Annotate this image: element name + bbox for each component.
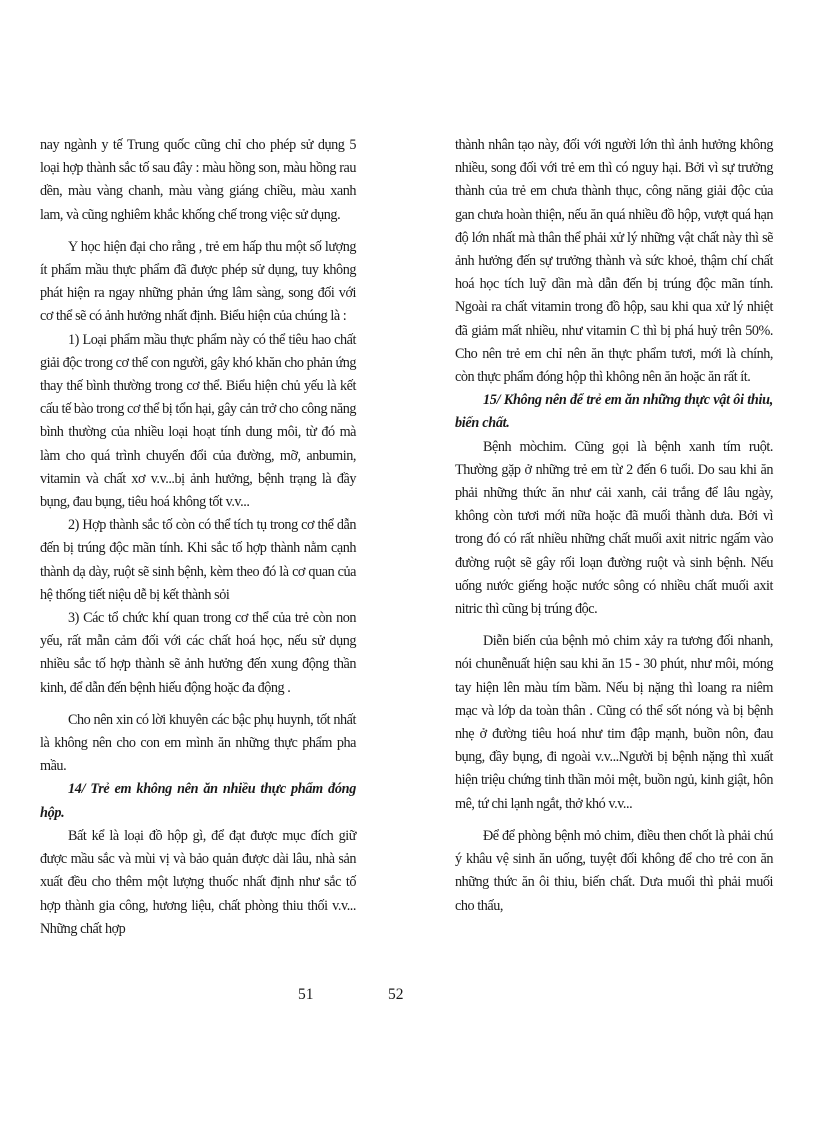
page-number-left: 51 — [298, 986, 314, 1003]
right-page-column — [455, 134, 773, 918]
left-paragraph-2: Y học hiện đại cho rằng , trẻ em hấp thu một số lượng ít phẩm mầu thực phẩm đã được phép sử dụng, tuy không phát hiện ra ngay những phản ứng lâm sàng, song đối với cơ thể sẽ có ảnh hưởng nhất định. Biểu hiện của chúng là : — [40, 238, 356, 325]
right-paragraph-2: Bệnh mòchim. Cũng gọi là bệnh xanh tím ruột. Thường gặp ở những trẻ em từ 2 đến 6 tuổi. Do sau khi ăn phải những thức ăn như cải xanh, cải trắng để lâu ngày, không còn tươi mới nữa hoặc đã muối thành dưa. Bởi vì trong đó có rất nhiều những chất muối axit nitric ngấm vào đường ruột sẽ gây rối loạn đường ruột và sinh bệnh. Nếu uống nước giếng hoặc nước sông có nhiều chất muối axit nitric thì cũng bị trúng độc. — [455, 438, 773, 618]
right-paragraph-1: thành nhân tạo này, đối với người lớn thì ảnh hưởng không nhiều, song đối với trẻ em thì có nguy hại. Bởi vì sự trưởng thành của trẻ em chưa thành thục, công năng giải độc của gan chưa hoàn thiện, nếu ăn quá nhiều đồ hộp, vượt quá hạn độ lớn nhất mà thân thể phải xử lý những vật chất này thì sẽ ảnh hưởng đến sự trưởng thành và sức khoẻ, thậm chí chất hoá học tích luỹ dần mà dẫn đến bị trúng độc mãn tính. Ngoài ra chất vitamin trong đồ hộp, sau khi qua xử lý nhiệt đã giảm mất nhiều, như vitamin C thì bị phá huỷ trên 50%. Cho nên trẻ em chỉ nên ăn thực phẩm tươi, mới là chính, còn thực phẩm đóng hộp thì không nên ăn hoặc ăn rất ít. — [455, 137, 773, 386]
right-paragraph-4: Để để phòng bệnh mỏ chim, điều then chốt là phải chú ý khâu vệ sinh ăn uống, tuyệt đối không để cho trẻ con ăn những thức ăn ôi thiu, biến chất. Dưa muối thì phải muối cho thấu, — [455, 827, 773, 914]
page-number-right: 52 — [388, 986, 404, 1003]
left-paragraph-4: 2) Hợp thành sắc tố còn có thể tích tụ trong cơ thể dẫn đến bị trúng độc mãn tính. Khi sắc tố hợp thành nằm cạnh thành dạ dày, ruột sẽ sinh bệnh, kèm theo đó là cơ quan của hệ thống tiết niệu dễ bị kết thành sỏi — [40, 517, 356, 603]
left-paragraph-5: 3) Các tổ chức khí quan trong cơ thể của trẻ còn non yếu, rất mẫn cảm đối với các chất hoá học, nếu sử dụng nhiều sắc tố hợp thành sẽ ảnh hưởng đến xung động thần kinh, để dẫn đến bệnh hiếu động hoặc đa động . — [40, 610, 356, 696]
left-page-column — [40, 134, 356, 941]
section-heading-14: 14/ Trẻ em không nên ăn nhiều thực phẩm đóng hộp. — [40, 781, 356, 821]
left-paragraph-1: nay ngành y tế Trung quốc cũng chỉ cho phép sử dụng 5 loại hợp thành sắc tố sau đây : màu hồng son, màu hồng rau dền, màu vàng chanh, màu vàng giáng chiều, màu xanh lam, và cũng nghiêm khắc khống chế trong việc sử dụng. — [40, 137, 356, 223]
left-paragraph-3: 1) Loại phẩm mầu thực phẩm này có thể tiêu hao chất giải độc trong cơ thể con người, gây khó khăn cho phản ứng thay thế bình thường trong cơ thể. Biểu hiện chủ yếu là kết cấu tế bào trong cơ thể bị tổn hại, gây cản trở cho công năng bình thường của nhiều loại hoạt tính dung môi, từ đó mà làm cho quá trình chuyển đổi của đường, mỡ, anbumin, vitamin và chất xơ v.v...bị ảnh hưởng, bệnh trạng là đầy bụng, đau bụng, tiêu hoá không tốt v.v... — [40, 331, 356, 511]
right-paragraph-3: Diễn biến của bệnh mỏ chim xảy ra tương đối nhanh, nói chunễnuất hiện sau khi ăn 15 - 30 phút, như môi, móng tay hiện lên màu tím bầm. Nếu bị nặng thì loang ra niêm mạc và lớp da toàn thân . Cũng có thể sốt nóng và bị bệnh nhẹ ở đường tiêu hoá như tim đập mạnh, buồn nôn, đau bụng, đầy bụng, đi ngoài v.v...Người bị bệnh nặng thì xuất hiện triệu chứng tinh thần mỏi mệt, buồn ngủ, kinh giật, hôn mê, tứ chi lạnh ngắt, thở khó v.v... — [455, 633, 773, 812]
section-heading-15: 15/ Không nên để trẻ em ăn những thực vật ôi thiu, biến chất. — [455, 392, 773, 432]
left-paragraph-6: Cho nên xin có lời khuyên các bậc phụ huynh, tốt nhất là không nên cho con em mình ăn những thực phẩm pha mầu. — [40, 711, 356, 775]
left-paragraph-7: Bất kể là loại đồ hộp gì, để đạt được mục đích giữ được mầu sắc và mùi vị và bảo quản được dài lâu, nhà sản xuất đều cho thêm một lượng thuốc nhất định như sắc tố hợp thành gia công, hương liệu, chất phòng thiu thối v.v... Những chất hợp — [40, 827, 356, 937]
